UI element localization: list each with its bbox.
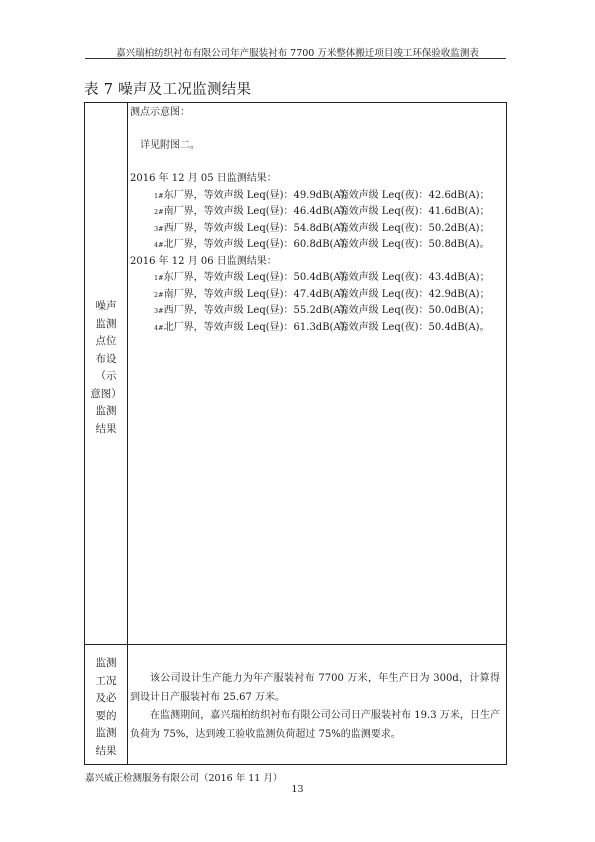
- label-line: 意图）: [90, 387, 122, 400]
- point-number: 2: [154, 208, 159, 216]
- point-number: 3: [154, 307, 159, 315]
- measurement-row: $^{2\#}$ 南厂界， 等效声级 Leq(昼)：46.4dB(A)； 等效声级 Leq(夜)：41.6dB(A)；: [130, 204, 506, 221]
- site-name: 西厂界，: [163, 222, 204, 234]
- site-name: 北厂界，: [163, 239, 204, 250]
- measurement-row: $^{3\#}$ 西厂界， 等效声级 Leq(昼)：54.8dB(A)； 等效声级 Leq(夜)：50.2dB(A)；: [130, 221, 506, 238]
- day-level: 等效声级 Leq(昼)：46.4dB(A)；: [203, 206, 355, 217]
- day-level: 等效声级 Leq(昼)：50.4dB(A)；: [203, 272, 355, 283]
- point-number: 1: [154, 191, 159, 200]
- night-level: 等效声级 Leq(夜)：42.9dB(A)；: [338, 288, 490, 300]
- footer-company: 嘉兴威正检测服务有限公司（2016 年 11 月）: [85, 773, 283, 784]
- day-level: 等效声级 Leq(昼)：61.3dB(A)；: [203, 321, 355, 333]
- label-line: 布设: [95, 352, 117, 365]
- label-line: 噪声: [95, 300, 117, 312]
- row-divider: [85, 644, 506, 645]
- label-line: 点位: [95, 335, 117, 347]
- site-name: 东厂界，: [163, 272, 204, 283]
- measurement-row: $^{3\#}$ 西厂界， 等效声级 Leq(昼)：55.2dB(A)； 等效声级 Leq(夜)：50.0dB(A)；: [130, 303, 506, 320]
- site-name: 北厂界，: [163, 321, 204, 333]
- night-level: 等效声级 Leq(夜)：50.0dB(A)；: [338, 305, 490, 316]
- label-line: 工况: [95, 674, 117, 687]
- measurement-row: $^{1\#}$ 东厂界， 等效声级 Leq(昼)：50.4dB(A)； 等效声级 Leq(夜)：43.4dB(A)；: [130, 270, 506, 287]
- label-line: 监测: [95, 657, 117, 669]
- site-name: 西厂界，: [163, 305, 204, 316]
- noise-results: [130, 105, 506, 336]
- results-table: [84, 102, 507, 765]
- operating-conditions: [130, 670, 500, 744]
- diagram-intro: 测点示意图：: [130, 107, 190, 118]
- point-number: 3: [154, 224, 159, 233]
- night-level: 等效声级 Leq(夜)：50.2dB(A)；: [338, 222, 490, 234]
- night-level: 等效声级 Leq(夜)：50.4dB(A)。: [338, 321, 490, 333]
- label-line: 要的: [95, 709, 117, 722]
- point-number: 1: [154, 274, 159, 282]
- measurement-row: $^{2\#}$ 南厂界， 等效声级 Leq(昼)：47.4dB(A)； 等效声级 Leq(夜)：42.9dB(A)；: [130, 287, 506, 304]
- point-number: 4: [154, 241, 159, 249]
- label-line: （示: [95, 370, 117, 382]
- day1-heading: 2016 年 12 月 05 日监测结果：: [130, 173, 277, 184]
- day-level: 等效声级 Leq(昼)：49.9dB(A)；: [203, 189, 355, 201]
- design-capacity-paragraph: 该公司设计生产能力为年产服装衬布 7700 万米，年生产日为 300d，计算得到设计日产服装衬布 25.67 万米。: [130, 673, 500, 703]
- site-name: 东厂界，: [163, 189, 204, 201]
- label-line: 监测: [95, 317, 117, 330]
- measurement-row: $^{4\#}$ 北厂界， 等效声级 Leq(昼)：60.8dB(A)； 等效声级 Leq(夜)：50.8dB(A)。: [130, 237, 506, 254]
- site-name: 南厂界，: [163, 206, 204, 217]
- table-title: 表 7 噪声及工况监测结果: [84, 82, 252, 98]
- point-number: 2: [154, 290, 159, 299]
- label-line: 及必: [95, 692, 117, 704]
- night-level: 等效声级 Leq(夜)：41.6dB(A)；: [338, 206, 490, 217]
- point-number: 4: [154, 323, 159, 332]
- measurement-row: $^{4\#}$ 北厂界， 等效声级 Leq(昼)：61.3dB(A)； 等效声级 Leq(夜)：50.4dB(A)。: [130, 320, 506, 337]
- label-line: 结果: [95, 422, 117, 435]
- noise-section-label: [85, 298, 127, 438]
- page-number: 13: [291, 784, 304, 795]
- night-level: 等效声级 Leq(夜)：42.6dB(A)；: [338, 189, 490, 201]
- measurement-row: $^{1\#}$ 东厂界， 等效声级 Leq(昼)：49.9dB(A)； 等效声级 Leq(夜)：42.6dB(A)；: [130, 188, 506, 205]
- night-level: 等效声级 Leq(夜)：43.4dB(A)；: [338, 272, 490, 283]
- monitoring-load-paragraph: 在监测期间，嘉兴瑞柏纺织衬布有限公司公司日产服装衬布 19.3 万米，日生产负荷为 75%，达到竣工验收监测负荷超过 75%的监测要求。: [130, 710, 500, 740]
- site-name: 南厂界，: [163, 288, 204, 300]
- label-line: 监测: [95, 405, 117, 417]
- conditions-section-label: [85, 655, 127, 760]
- column-divider: [127, 103, 128, 764]
- see-attachment-note: 详见附图二。: [140, 140, 200, 151]
- label-line: 监测: [95, 727, 117, 739]
- day-level: 等效声级 Leq(昼)：47.4dB(A)；: [203, 288, 355, 300]
- day-level: 等效声级 Leq(昼)：60.8dB(A)；: [203, 239, 355, 250]
- header-rule: [85, 58, 506, 59]
- running-header: 嘉兴瑞柏纺织衬布有限公司年产服装衬布 7700 万米整体搬迁项目竣工环保验收监测表: [116, 48, 479, 59]
- label-line: 结果: [95, 744, 117, 757]
- day-level: 等效声级 Leq(昼)：54.8dB(A)；: [203, 222, 355, 234]
- day2-heading: 2016 年 12 月 06 日监测结果：: [130, 255, 277, 267]
- night-level: 等效声级 Leq(夜)：50.8dB(A)。: [338, 239, 490, 250]
- day-level: 等效声级 Leq(昼)：55.2dB(A)；: [203, 305, 355, 316]
